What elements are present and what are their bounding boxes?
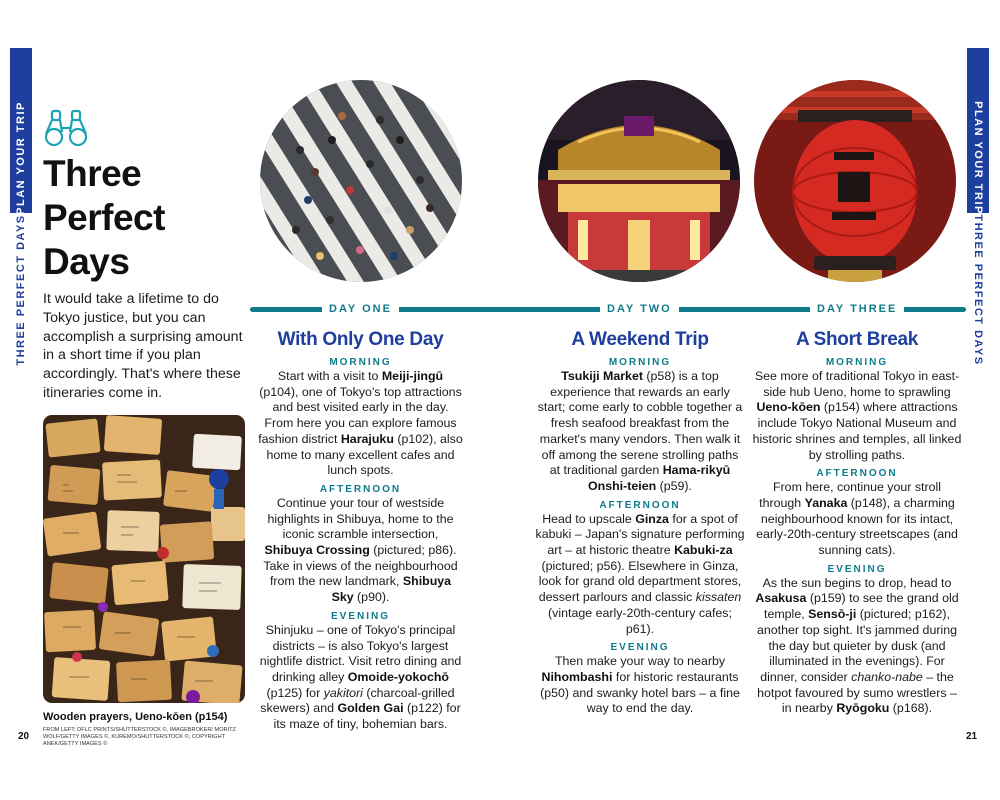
day-two-label: DAY TWO [600,302,679,316]
day-two-evening-text: Then make your way to nearby Nihombashi for historic restaurants (p50) and swanky hotel bars – a fine way to end the day. [540,654,740,716]
day-one-label: DAY ONE [322,302,399,316]
day-three-afternoon-text: From here, continue your stroll through Yanaka (p148), a charming neighbourhood known for its intact, early-20th-century streetscapes (and sunning cats). [756,480,958,558]
photo-credits: FROM LEFT: DFLC PRINTS/SHUTTERSTOCK ©, IMAGEBROKER/ MORITZ WOLF/GETTY IMAGES ©, KUREMO/SHUTTERSTOCK ©, COPYRIGHT ANEK/GETTY IMAGES © [43,727,236,748]
day-two-afternoon-text: Head to upscale Ginza for a spot of kabuki – Japan's signature performing art – at historic theatre Kabuki-za (pictured; p56). Elsewhere in Ginza, look for grand old department stores, dessert parlours and classic kissaten (vintage early-20th-century cafes; p61). [535,511,745,636]
side-tab-label-left: PLAN YOUR TRIP [15,101,27,215]
section-label-left: THREE PERFECT DAYS [15,214,27,366]
day-three-label: DAY THREE [810,302,904,316]
day-three-evening-text: As the sun begins to drop, head to Asakusa (p159) to see the grand old temple, Sensō-ji (pictured; p162), another top sight. It's jammed during the day but quieter by dusk (and illuminated in the evenings). For dinner, consider chanko-nabe – the hotpot favoured by sumo wrestlers – in nearby Ryōgoku (p168). [755,575,959,716]
section-label-right: THREE PERFECT DAYS [972,214,984,366]
day-one-morning-text: Start with a visit to Meiji-jingū (p104), one of Tokyo's top attractions and best visited early in the day. From here you can explore famous fashion district Harajuku (p102), also home to many excellent cafes and lunch spots. [258,369,463,478]
day-three-heading: A Short Break [795,329,919,350]
day-three-morning-text: See more of traditional Tokyo in east-side hub Ueno, home to sprawling Ueno-kōen (p154) where attractions include Tokyo National Museum and historic shrines and temples, all linked by strolling paths. [752,369,962,462]
day-three-morning-label: MORNING [825,357,889,368]
day-one-heading: With Only One Day [277,329,444,350]
day-two-evening-label: EVENING [610,642,670,654]
day-two-morning-label: MORNING [608,357,672,368]
day-two-heading: A Weekend Trip [571,329,709,350]
wooden-prayers-photo [43,415,245,703]
day-three-column [752,328,962,717]
day-one-afternoon-label: AFTERNOON [319,483,402,495]
page-title: Three Perfect Days [43,153,165,282]
binoculars-icon [43,108,89,148]
page-number-left: 20 [18,731,30,742]
day-three-evening-label: EVENING [827,563,887,575]
day-one-evening-text: Shinjuku – one of Tokyo's principal districts – is also Tokyo's largest nightlife district. Visit retro dining and drinking alley Omoide-yokochō (p125) for yakitori (charcoal-grilled skewers) and Golden Gai (p122) for its maze of tiny, bohemian bars. [259,622,462,732]
kabuki-za-photo [538,80,740,282]
day-one-morning-label: MORNING [329,357,392,368]
side-tab-label-right: PLAN YOUR TRIP [972,101,984,215]
page-number-right: 21 [966,731,978,742]
day-three-afternoon-label: AFTERNOON [816,468,898,480]
day-two-morning-text: Tsukiji Market (p58) is a top experience that rewards an early start; come early to cobble together a fresh seafood breakfast from the market's many vendors. Then walk it off among the serene strolling paths at traditional garden Hama-rikyū Onshi-teien (p59). [537,369,743,493]
day-two-column [535,328,745,717]
senso-ji-lantern-photo [754,80,956,282]
day-one-evening-label: EVENING [330,610,390,622]
day-two-afternoon-label: AFTERNOON [599,499,681,511]
day-one-column [258,328,463,733]
intro-text: It would take a lifetime to do Tokyo justice, but you can accomplish a surprising amount in a short time if you plan accordingly. That's where these itineraries come in. [43,291,243,401]
shibuya-crossing-photo [260,80,462,282]
photo-caption: Wooden prayers, Ueno-kōen (p154) [43,711,228,723]
day-one-afternoon-text: Continue your tour of westside highlights in Shibuya, home to the iconic scramble intersection, Shibuya Crossing (pictured; p86). Take in views of the neighbourhood from the new landmark, Shibuya Sky (p90). [263,495,458,605]
